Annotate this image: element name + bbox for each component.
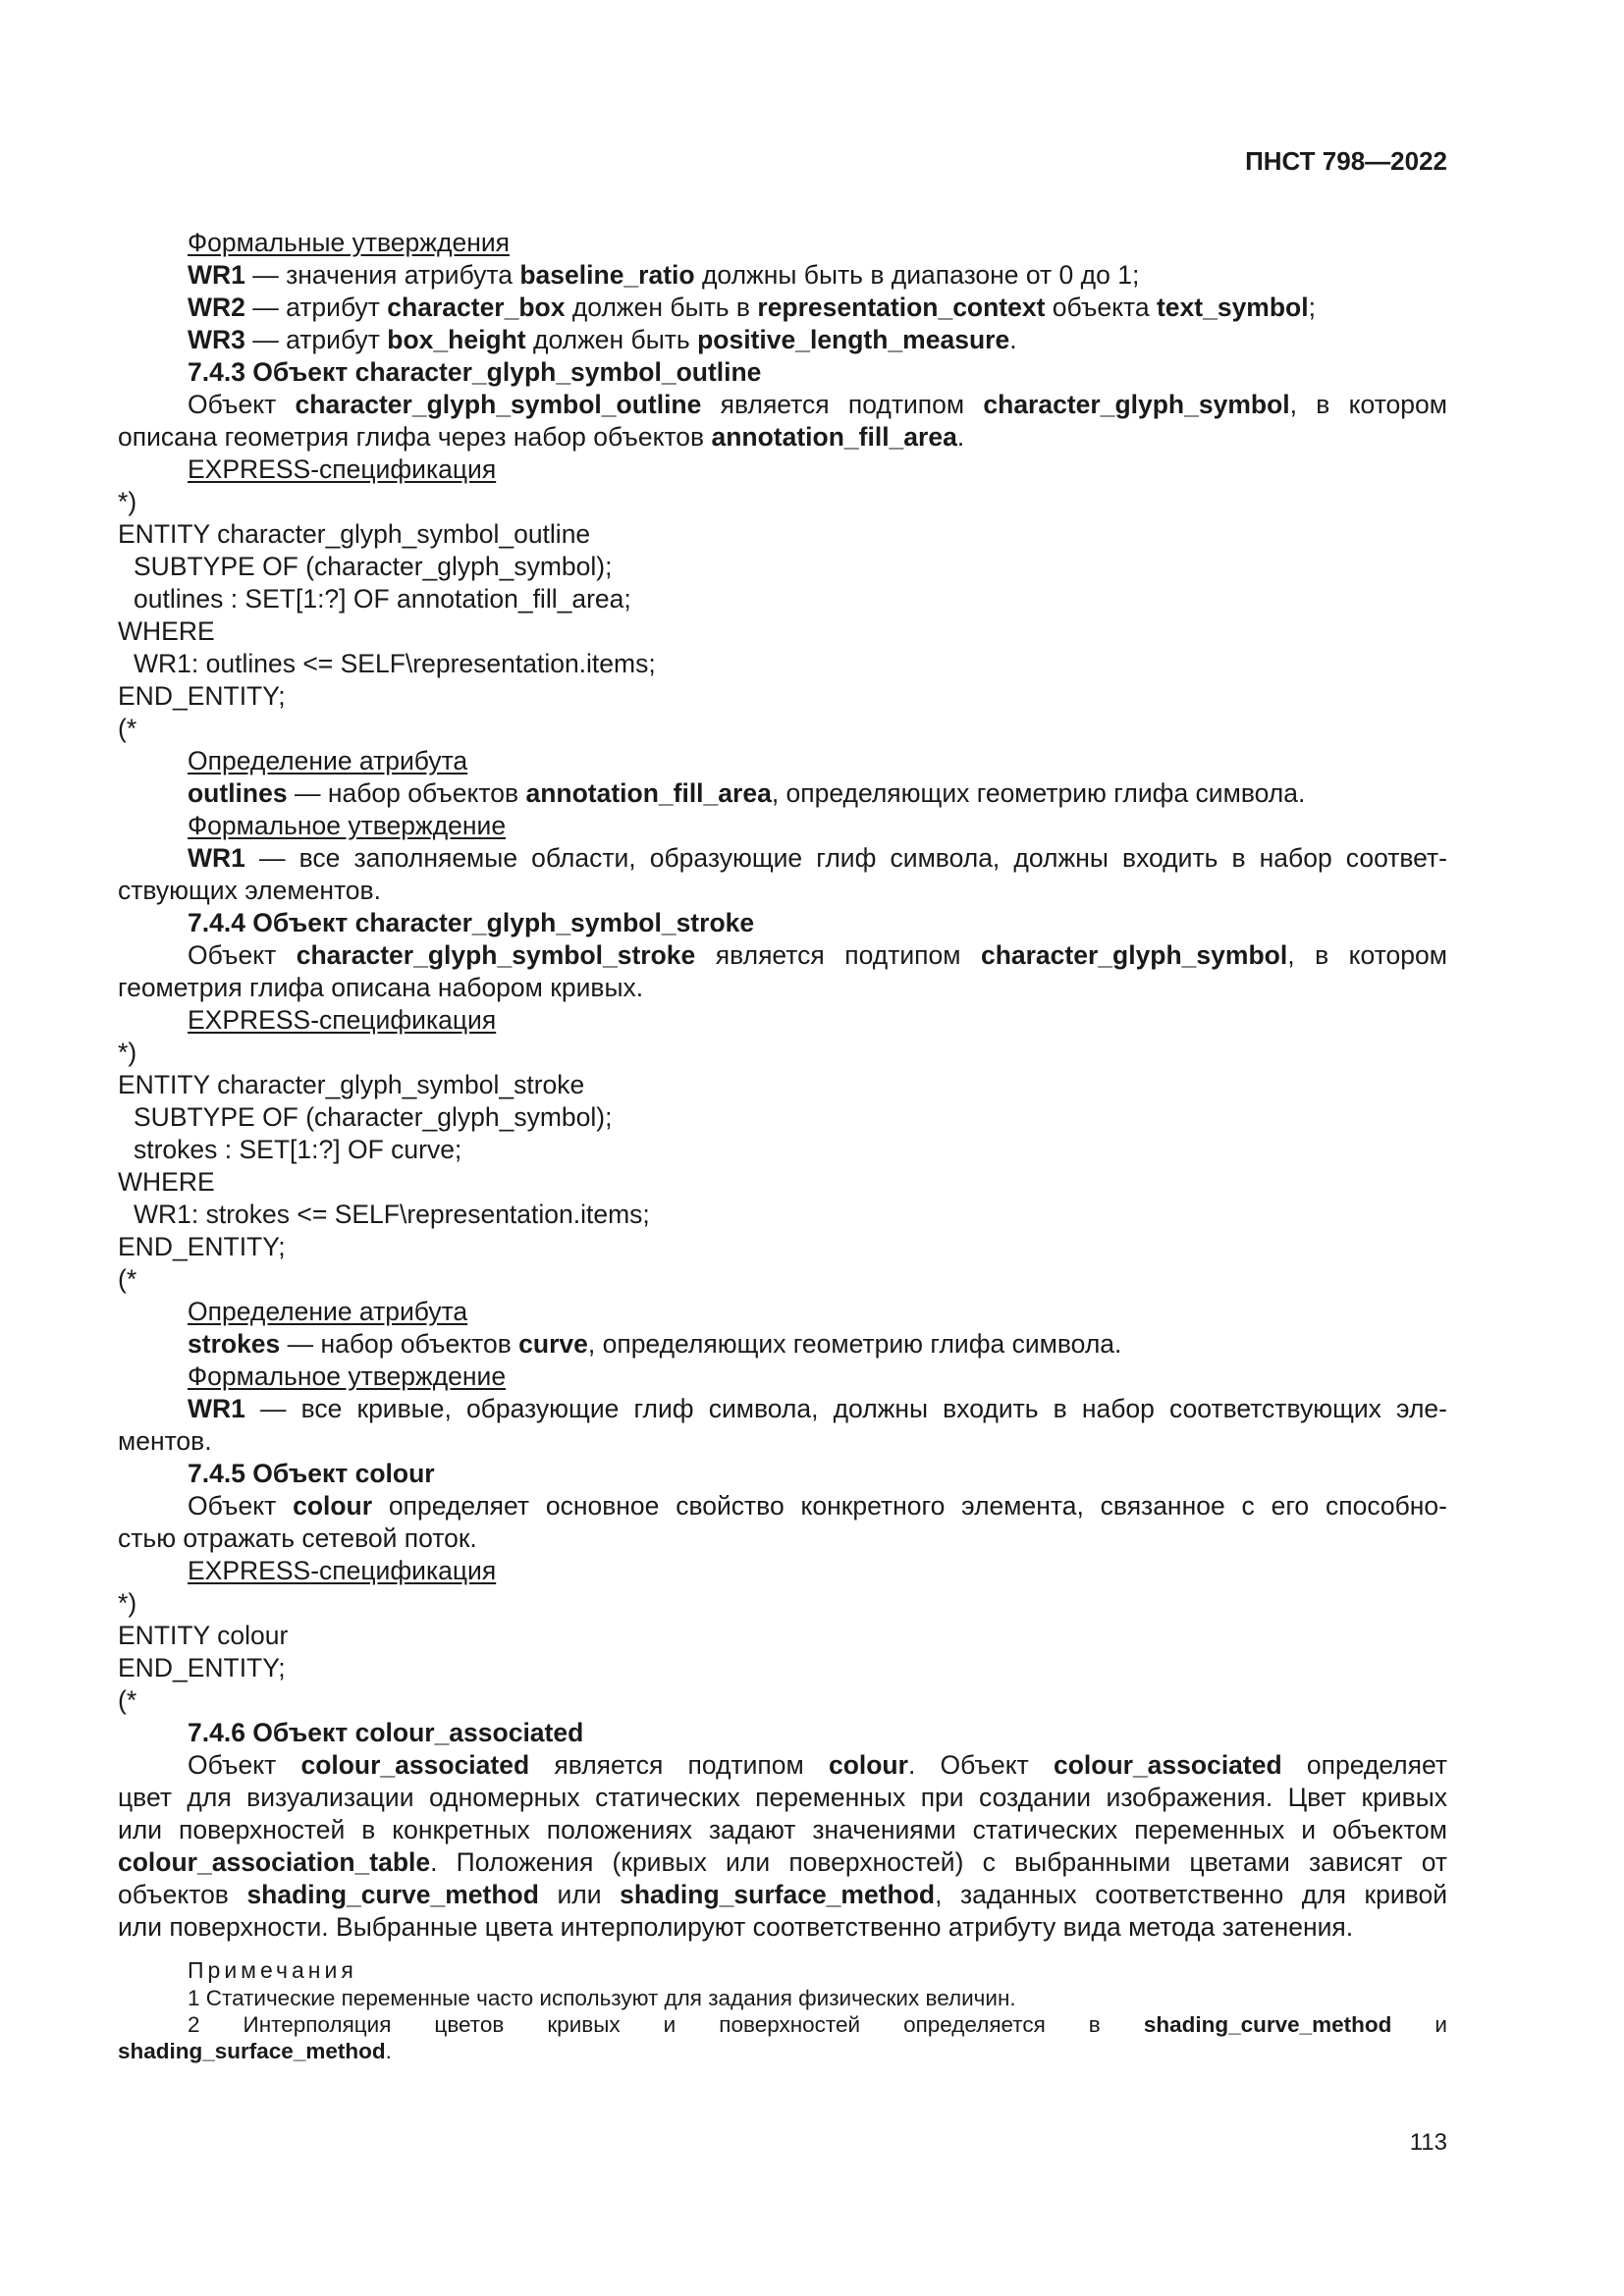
body-line <box>118 1004 1447 1037</box>
body-line <box>118 1782 1447 1814</box>
text-run: EXPRESS-спецификация <box>188 454 497 484</box>
bold-term: shading_curve_method <box>1143 2012 1392 2037</box>
text-run: . Объект <box>907 1750 1054 1780</box>
body-line <box>118 486 1447 518</box>
text-run: или поверхности. Выбранные цвета интерполируют соответственно атрибуту вида метода затенения. <box>118 1912 1354 1942</box>
text-run: Объект <box>188 1750 301 1780</box>
body-line <box>118 1555 1447 1587</box>
bold-term: annotation_fill_area <box>525 778 772 808</box>
bold-term: annotation_fill_area <box>711 422 957 452</box>
text-run: является подтипом <box>701 390 984 419</box>
body-line <box>118 1231 1447 1263</box>
bold-term: WR1 <box>188 260 245 290</box>
body-line <box>118 1652 1447 1684</box>
body-line <box>118 421 1447 454</box>
body-line <box>118 518 1447 551</box>
main-text <box>118 227 1447 1944</box>
text-run: должен быть <box>525 325 698 354</box>
bold-term: representation_context <box>757 293 1046 322</box>
text-run: *) <box>118 1588 137 1618</box>
body-line <box>118 1134 1447 1166</box>
text-run: Объект <box>188 1491 294 1521</box>
body-line <box>118 842 1447 875</box>
text-run: , определяющих геометрию глифа символа. <box>771 778 1306 808</box>
text-run: Определение атрибута <box>188 1297 468 1326</box>
bold-term: shading_curve_method <box>246 1880 539 1909</box>
bold-term: character_box <box>387 293 566 322</box>
text-run: *) <box>118 1038 137 1067</box>
body-line <box>118 551 1447 583</box>
bold-term: baseline_ratio <box>519 260 695 290</box>
body-line <box>118 1425 1447 1458</box>
body-line <box>118 745 1447 777</box>
text-run: ENTITY character_glyph_symbol_outline <box>118 519 591 549</box>
text-run: Определение атрибута <box>188 746 468 775</box>
document-body <box>118 227 1447 2064</box>
text-run: SUBTYPE OF (character_glyph_symbol); <box>134 552 613 581</box>
body-line <box>118 875 1447 907</box>
text-run: 7.4.5 Объект colour <box>188 1459 435 1488</box>
body-line <box>118 1199 1447 1231</box>
text-run: — набор объектов <box>287 778 526 808</box>
bold-term: character_glyph_symbol_stroke <box>296 940 696 970</box>
body-line <box>118 1717 1447 1749</box>
body-line <box>118 1879 1447 1911</box>
body-line <box>118 713 1447 745</box>
body-line <box>118 680 1447 713</box>
body-line <box>118 227 1447 259</box>
text-run: Формальное утверждение <box>188 811 507 840</box>
text-run: 1 Статические переменные часто используют для задания физических величин. <box>188 1986 1016 2010</box>
body-line <box>118 1069 1447 1101</box>
body-line <box>118 648 1447 680</box>
text-run: , в котором <box>1287 940 1447 970</box>
text-run: WR1: outlines <= SELF\representation.items; <box>134 649 656 678</box>
text-run: , заданных соответственно для кривой <box>935 1880 1448 1909</box>
bold-term: curve <box>518 1329 588 1359</box>
text-run: (* <box>118 1264 137 1294</box>
text-run: SUBTYPE OF (character_glyph_symbol); <box>134 1102 613 1132</box>
note-line <box>118 2038 1447 2064</box>
text-run: Объект <box>188 940 297 970</box>
text-run: — значения атрибута <box>244 260 520 290</box>
text-run: ENTITY character_glyph_symbol_stroke <box>118 1070 585 1099</box>
text-run: (* <box>118 1685 137 1715</box>
body-line <box>118 972 1447 1004</box>
text-run: EXPRESS-спецификация <box>188 1556 497 1585</box>
text-run: outlines : SET[1:?] OF annotation_fill_area; <box>134 584 631 614</box>
body-line <box>118 1263 1447 1296</box>
bold-term: shading_surface_method <box>620 1880 936 1909</box>
text-run: и <box>1391 2012 1448 2037</box>
text-run: должен быть в <box>565 293 758 322</box>
body-line <box>118 1490 1447 1522</box>
body-line <box>118 777 1447 810</box>
bold-term: colour <box>828 1750 908 1780</box>
text-run: Формальные утверждения <box>188 228 510 257</box>
text-run: — все заполняемые области, образующие глиф символа, должны входить в набор соответ- <box>244 843 1447 873</box>
text-run: или поверхностей в конкретных положениях задают значениями статических переменных и объектом <box>118 1815 1447 1844</box>
body-line <box>118 292 1447 324</box>
text-run: END_ENTITY; <box>118 681 286 711</box>
text-run: объекта <box>1045 293 1157 322</box>
text-run: . Положения (кривых или поверхностей) с выбранными цветами зависят от <box>430 1847 1447 1877</box>
text-run: ствующих элементов. <box>118 876 381 905</box>
text-run: strokes : SET[1:?] OF curve; <box>134 1135 462 1164</box>
notes-block <box>118 1955 1447 2064</box>
notes-heading: Примечания <box>188 1957 357 1983</box>
text-run: Объект <box>188 390 296 419</box>
text-run: (* <box>118 714 137 743</box>
bold-term: text_symbol <box>1156 293 1309 322</box>
bold-term: strokes <box>188 1329 281 1359</box>
body-line <box>118 1296 1447 1328</box>
document-header: ПНСТ 798—2022 <box>1245 146 1447 176</box>
text-run: Формальное утверждение <box>188 1362 507 1391</box>
text-run: описана геометрия глифа через набор объектов <box>118 422 712 452</box>
bold-term: WR2 <box>188 293 245 322</box>
body-line <box>118 1458 1447 1490</box>
text-run: — атрибут <box>244 293 388 322</box>
body-line <box>118 1522 1447 1555</box>
body-line <box>118 1393 1447 1425</box>
notes-gap <box>118 1944 1447 1955</box>
body-line <box>118 615 1447 648</box>
bold-term: character_glyph_symbol <box>980 940 1288 970</box>
body-line <box>118 1846 1447 1879</box>
body-line <box>118 1361 1447 1393</box>
notes-list <box>118 1985 1447 2064</box>
bold-term: positive_length_measure <box>697 325 1010 354</box>
bold-term: character_glyph_symbol <box>983 390 1290 419</box>
bold-term: WR1 <box>188 1394 245 1423</box>
body-line <box>118 1814 1447 1846</box>
bold-term: colour_association_table <box>118 1847 431 1877</box>
text-run: геометрия глифа описана набором кривых. <box>118 973 644 1002</box>
body-line <box>118 1620 1447 1652</box>
body-line <box>118 583 1447 615</box>
bold-term: shading_surface_method <box>118 2039 386 2063</box>
body-line <box>118 1037 1447 1069</box>
text-run: — набор объектов <box>280 1329 519 1359</box>
body-line <box>118 1911 1447 1944</box>
body-line <box>118 356 1447 389</box>
text-run: *) <box>118 487 137 516</box>
body-line <box>118 1587 1447 1620</box>
bold-term: character_glyph_symbol_outline <box>295 390 702 419</box>
text-run: 7.4.4 Объект character_glyph_symbol_stroke <box>188 908 755 937</box>
text-run: цвет для визуализации одномерных статических переменных при создании изображения. Цвет кривых <box>118 1783 1447 1812</box>
body-line <box>118 1749 1447 1782</box>
text-run: объектов <box>118 1880 247 1909</box>
text-run: является подтипом <box>695 940 981 970</box>
page-number: 113 <box>1409 2129 1447 2156</box>
body-line <box>118 1328 1447 1361</box>
note-line <box>118 1985 1447 2011</box>
text-run: ENTITY colour <box>118 1621 289 1650</box>
body-line <box>118 454 1447 486</box>
bold-term: WR1 <box>188 843 245 873</box>
text-run: 7.4.3 Объект character_glyph_symbol_outline <box>188 357 762 387</box>
text-run: WR1: strokes <= SELF\representation.items; <box>134 1200 650 1229</box>
text-run: END_ENTITY; <box>118 1232 286 1261</box>
text-run: . <box>956 422 965 452</box>
text-run: ; <box>1308 293 1316 322</box>
text-run: . <box>385 2039 392 2063</box>
bold-term: WR3 <box>188 325 245 354</box>
body-line <box>118 259 1447 292</box>
body-line <box>118 1684 1447 1717</box>
text-run: 7.4.6 Объект colour_associated <box>188 1718 584 1747</box>
text-run: EXPRESS-спецификация <box>188 1005 497 1035</box>
body-line <box>118 389 1447 421</box>
bold-term: colour <box>293 1491 373 1521</box>
note-line <box>118 2011 1447 2038</box>
text-run: или <box>538 1880 621 1909</box>
body-line <box>118 324 1447 356</box>
text-run: — атрибут <box>244 325 388 354</box>
text-run: стью отражать сетевой поток. <box>118 1523 477 1553</box>
body-line <box>118 1101 1447 1134</box>
bold-term: colour_associated <box>300 1750 530 1780</box>
text-run: END_ENTITY; <box>118 1653 286 1682</box>
text-run: WHERE <box>118 616 215 646</box>
text-run: является подтипом <box>529 1750 829 1780</box>
body-line <box>118 810 1447 842</box>
bold-term: colour_associated <box>1053 1750 1282 1780</box>
text-run: ментов. <box>118 1426 212 1456</box>
bold-term: box_height <box>387 325 526 354</box>
text-run: — все кривые, образующие глиф символа, должны входить в набор соответствующих эле- <box>244 1394 1447 1423</box>
text-run: , в котором <box>1289 390 1447 419</box>
text-run: должны быть в диапазоне от 0 до 1; <box>694 260 1140 290</box>
body-line <box>118 907 1447 939</box>
bold-term: outlines <box>188 778 288 808</box>
text-run: определяет <box>1281 1750 1447 1780</box>
text-run: , определяющих геометрию глифа символа. <box>587 1329 1122 1359</box>
body-line <box>118 1166 1447 1199</box>
text-run: определяет основное свойство конкретного элемента, связанное с его способно- <box>372 1491 1447 1521</box>
text-run: WHERE <box>118 1167 215 1197</box>
text-run: 2 Интерполяция цветов кривых и поверхностей определяется в <box>188 2012 1144 2037</box>
body-line <box>118 939 1447 972</box>
text-run: . <box>1009 325 1017 354</box>
